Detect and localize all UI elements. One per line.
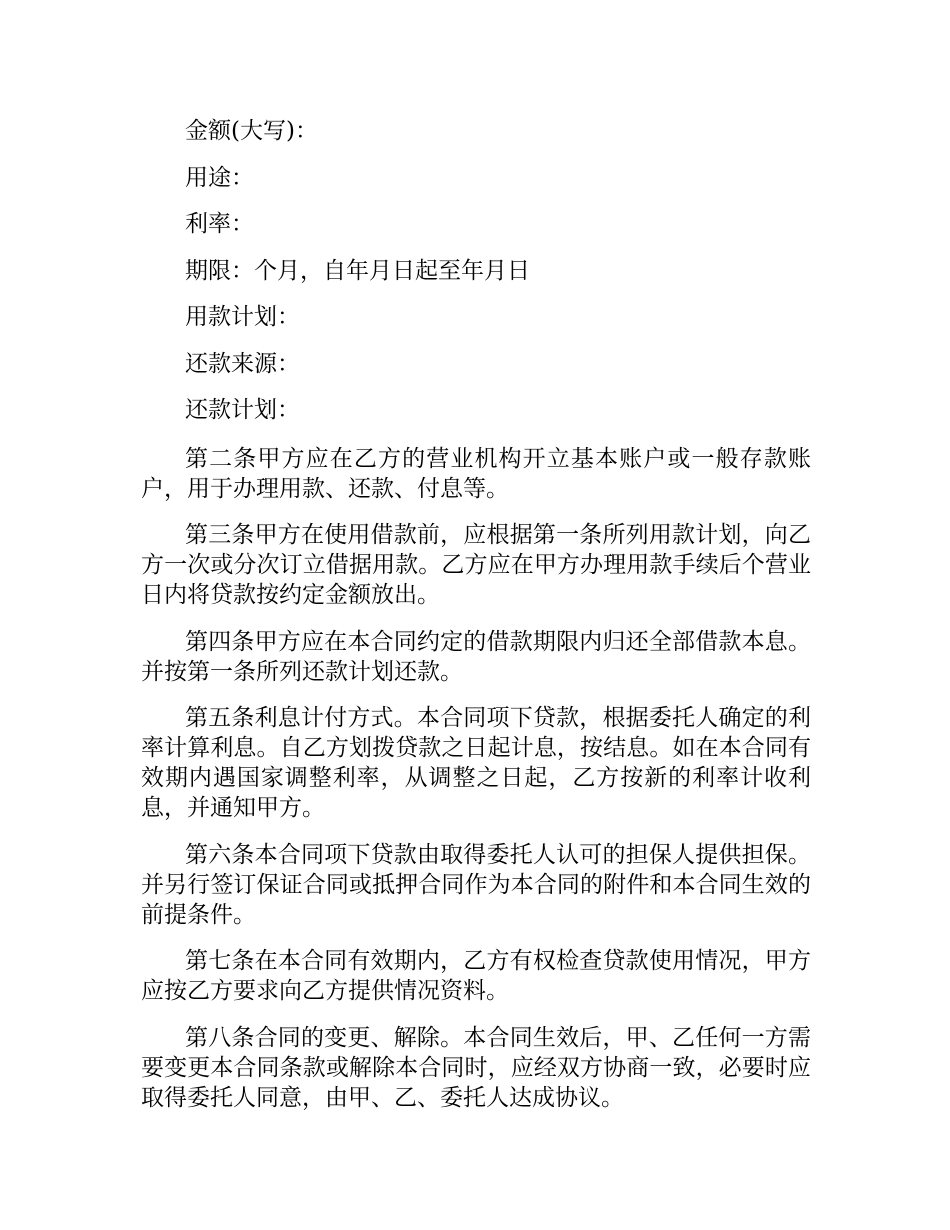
field-repayment-source-line: 还款来源： xyxy=(185,350,300,377)
field-usage-plan-line: 用款计划： xyxy=(185,304,300,330)
clause-5-paragraph: 第五条利息计付方式。本合同项下贷款，根据委托人确定的利率计算利息。自乙方划拨贷款之日起计息，按结息。如在本合同有效期内遇国家调整利率，从调整之日起，乙方按新的利率计收利息，并通知甲方。 xyxy=(141,705,811,821)
clause-7-paragraph: 第七条在本合同有效期内，乙方有权检查贷款使用情况，甲方应按乙方要求向乙方提供情况资料。 xyxy=(141,948,811,1004)
field-repayment-plan-line: 还款计划： xyxy=(185,397,300,423)
clause-8-paragraph: 第八条合同的变更、解除。本合同生效后，甲、乙任何一方需要变更本合同条款或解除本合同时，应经双方协商一致，必要时应取得委托人同意，由甲、乙、委托人达成协议。 xyxy=(141,1024,811,1111)
document-body xyxy=(141,108,811,1129)
clause-3-paragraph: 第三条甲方在使用借款前，应根据第一条所列用款计划，向乙方一次或分次订立借据用款。乙方应在甲方办理用款手续后个营业日内将贷款按约定金额放出。 xyxy=(141,522,811,608)
clause-6-paragraph: 第六条本合同项下贷款由取得委托人认可的担保人提供担保。并另行签订保证合同或抵押合同作为本合同的附件和本合同生效的前提条件。 xyxy=(141,841,811,928)
clause-2-paragraph: 第二条甲方应在乙方的营业机构开立基本账户或一般存款账户，用于办理用款、还款、付息等。 xyxy=(141,445,811,502)
field-amount-line: 金额(大写)： xyxy=(185,118,318,144)
field-rate-line: 利率： xyxy=(185,211,254,237)
field-purpose-line: 用途： xyxy=(185,164,254,191)
clause-4-paragraph: 第四条甲方应在本合同约定的借款期限内归还全部借款本息。并按第一条所列还款计划还款。 xyxy=(141,628,811,685)
field-term-line: 期限：个月，自年月日起至年月日 xyxy=(185,257,530,284)
